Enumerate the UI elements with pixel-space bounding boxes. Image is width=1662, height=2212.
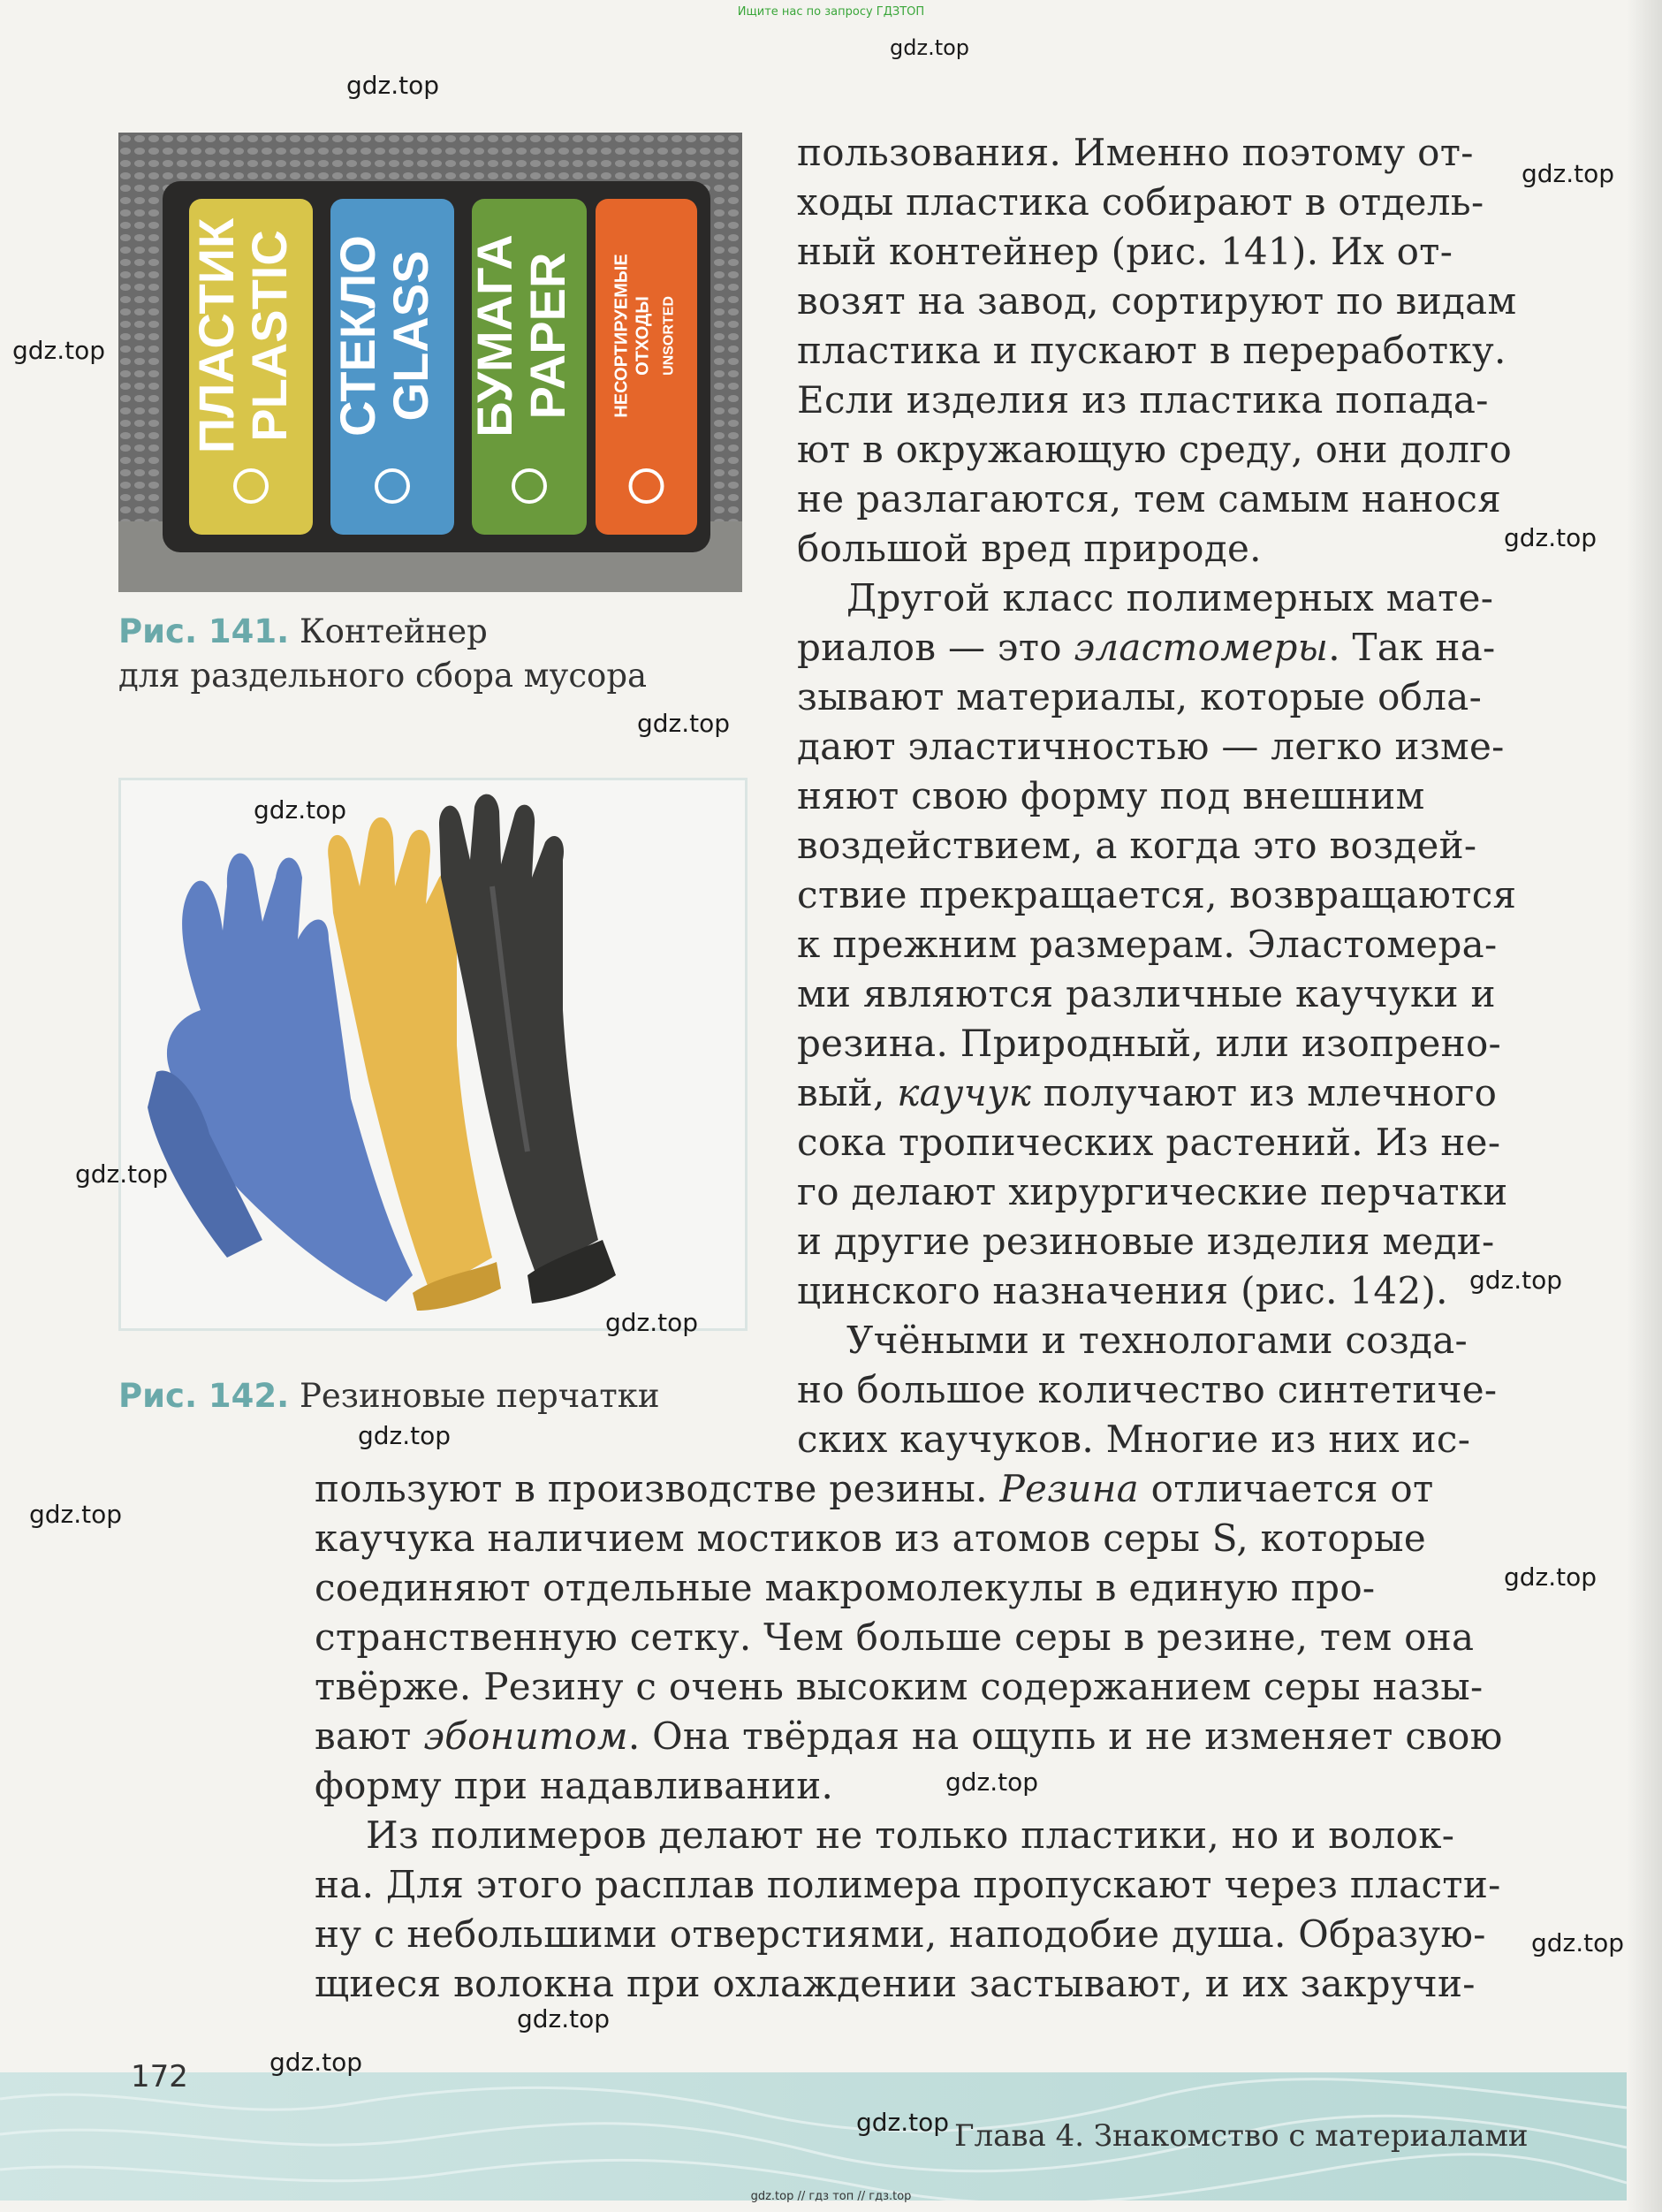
bin-label-ru: СТЕКЛО (330, 235, 385, 437)
bottom-banner: gdz.top // гдз топ // гдз.top (750, 2190, 912, 2203)
figure-142-rubber-gloves (118, 778, 748, 1331)
text-line: ствие прекращается, возвращаются (797, 873, 1517, 916)
watermark: gdz.top (1531, 1928, 1625, 1957)
term-rubber: Резина (999, 1467, 1140, 1510)
text-line: вают эбонитом. Она твёрдая на ощупь и не изменяет свою (315, 1714, 1503, 1758)
term-elastomers: эластомеры (1074, 626, 1329, 669)
text-line: пользования. Именно поэтому от- (797, 131, 1474, 174)
text-line: воздействием, а когда это воздей- (797, 824, 1477, 867)
text-line: к прежним размерам. Эластомера- (797, 923, 1498, 966)
text-line: го делают хирургические перчатки (797, 1170, 1508, 1213)
term-rubber-natural: каучук (897, 1071, 1032, 1114)
recycling-bins-image (118, 133, 742, 592)
bin-label-en: PAPER (520, 252, 575, 420)
watermark: gdz.top (346, 71, 440, 100)
text-line: ходы пластика собирают в отдель- (797, 180, 1484, 224)
text-line: форму при надавливании. (315, 1764, 834, 1807)
watermark: gdz.top (1504, 1562, 1597, 1592)
text-line: ют в окружающую среду, они долго (797, 428, 1513, 471)
text-line: сока тропических растений. Из не- (797, 1121, 1501, 1164)
text-line: Если изделия из пластика попада- (797, 378, 1489, 422)
text-line: но большое количество синтетиче- (797, 1368, 1498, 1411)
text-line: соединяют отдельные макромолекулы в единую про- (315, 1566, 1376, 1609)
text-line: няют свою форму под внешним (797, 774, 1425, 817)
text-line: щиеся волокна при охлаждении застывают, и их закручи- (315, 1962, 1476, 2005)
text-line: ну с небольшими отверстиями, наподобие душа. Образую- (315, 1912, 1486, 1956)
bin-paper (467, 199, 587, 535)
figure-141-label: Рис. 141. (118, 612, 290, 650)
text-line: странственную сетку. Чем больше серы в резине, тем она (315, 1615, 1475, 1659)
text-line: цинского назначения (рис. 142). (797, 1269, 1448, 1312)
watermark: gdz.top (1522, 159, 1615, 188)
watermark: gdz.top (269, 2048, 363, 2077)
text-line: каучука наличием мостиков из атомов серы S, которые (315, 1516, 1427, 1560)
text-line: ный контейнер (рис. 141). Их от- (797, 230, 1453, 273)
text-line: возят на завод, сортируют по видам (797, 279, 1517, 323)
bin-glass (330, 199, 454, 535)
text-line: Из полимеров делают не только пластики, но и волок- (366, 1813, 1455, 1857)
watermark: gdz.top (29, 1500, 123, 1529)
text-line: зывают материалы, которые обла- (797, 675, 1483, 718)
page-edge-shadow (1627, 0, 1662, 2212)
watermark: gdz.top (254, 795, 347, 825)
figure-141-caption-line1: Контейнер (299, 612, 488, 650)
text-line: ми являются различные каучуки и (797, 972, 1496, 1015)
bin-label-en: PLASTIC (241, 230, 297, 442)
figure-141-caption-line2: для раздельного сбора мусора (118, 657, 648, 695)
watermark: gdz.top (637, 709, 731, 738)
figure-142-caption-text: Резиновые перчатки (299, 1377, 660, 1415)
chapter-title: Глава 4. Знакомство с материалами (954, 2118, 1529, 2154)
watermark: gdz.top (605, 1308, 699, 1337)
watermark: gdz.top (945, 1767, 1039, 1797)
bin-label-en: UNSORTED (661, 296, 677, 376)
watermark: gdz.top (358, 1421, 452, 1450)
watermark: gdz.top (12, 336, 106, 365)
watermark: gdz.top (517, 2004, 611, 2033)
text-line: пластика и пускают в переработку. (797, 329, 1506, 372)
top-banner: Ищите нас по запросу ГДЗТОП (737, 5, 925, 19)
bin-label-ru2: ОТХОДЫ (633, 296, 653, 376)
watermark: gdz.top (75, 1159, 169, 1189)
bin-label-ru: ПЛАСТИК (188, 217, 244, 454)
text-line: Учёными и технологами созда- (846, 1319, 1468, 1362)
text-line: вый, каучук получают из млечного (797, 1071, 1498, 1114)
text-line: на. Для этого расплав полимера пропускают через пласти- (315, 1863, 1501, 1906)
page-number: 172 (131, 2059, 188, 2094)
text-line: не разлагаются, тем самым нанося (797, 477, 1502, 521)
figure-142-label: Рис. 142. (118, 1377, 290, 1415)
figure-141-recycling-bins (118, 133, 742, 592)
bin-label-ru: НЕСОРТИРУЕМЫЕ (611, 254, 632, 418)
bin-unsorted (596, 199, 697, 535)
text-line: ских каучуков. Многие из них ис- (797, 1418, 1471, 1461)
watermark: gdz.top (890, 35, 970, 60)
watermark: gdz.top (856, 2108, 950, 2137)
text-line: дают эластичностью — легко изме- (797, 725, 1505, 768)
text-line: и другие резиновые изделия меди- (797, 1220, 1495, 1263)
bin-label-ru: БУМАГА (467, 234, 522, 437)
bin-label-en: GLASS (383, 250, 438, 422)
watermark: gdz.top (1469, 1266, 1563, 1295)
text-line: Другой класс полимерных мате- (846, 576, 1494, 620)
text-line: твёрже. Резину с очень высоким содержанием серы назы- (315, 1665, 1484, 1708)
watermark: gdz.top (1504, 523, 1597, 552)
text-line: пользуют в производстве резины. Резина отличается от (315, 1467, 1434, 1510)
figure-142-caption (118, 1374, 660, 1418)
rubber-gloves-image (121, 780, 745, 1328)
text-line: резина. Природный, или изопрено- (797, 1022, 1502, 1065)
figure-141-caption (118, 610, 647, 698)
text-line: риалов — это эластомеры. Так на- (797, 626, 1496, 669)
term-ebonite: эбонитом (423, 1714, 628, 1758)
bin-plastic (188, 199, 313, 535)
text-line: большой вред природе. (797, 527, 1262, 570)
